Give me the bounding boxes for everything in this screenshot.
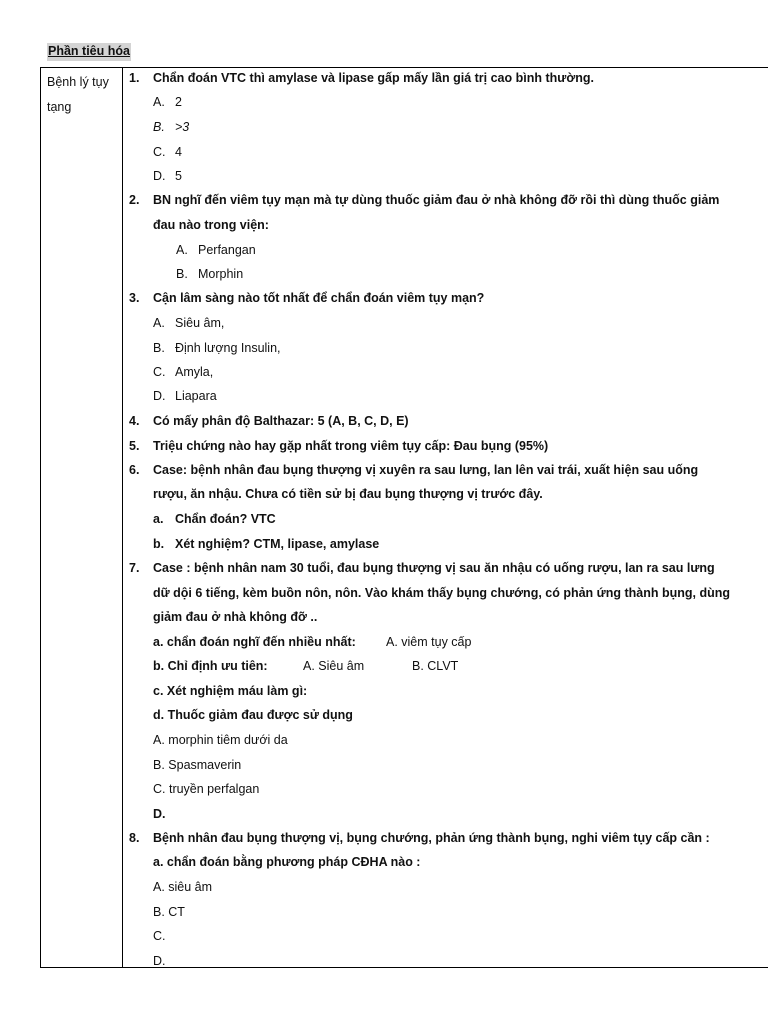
page-heading: Phần tiêu hóa	[47, 43, 131, 61]
sub-question-a: a. chẩn đoán bằng phương pháp CĐHA nào :	[153, 855, 421, 869]
option: B. Spasmaverin	[153, 758, 242, 772]
option: A. Siêu âm,	[153, 316, 225, 330]
question-7: 7. Case : bệnh nhân nam 30 tuổi, đau bụng thượng vị sau ăn nhậu có uống rượu, lan ra sau lưng	[129, 561, 715, 575]
section-label-line2: tạng	[47, 99, 72, 114]
section-label-line1: Bệnh lý tụy	[47, 75, 109, 89]
sub-question-b-opt2: B. CLVT	[412, 659, 459, 673]
option: C. 4	[153, 145, 182, 159]
column-divider	[122, 68, 123, 967]
section-label	[47, 70, 119, 119]
option: b. Xét nghiệm? CTM, lipase, amylase	[153, 537, 380, 551]
option: C.	[153, 929, 166, 943]
question-1	[129, 69, 594, 87]
question-6-cont: rượu, ăn nhậu. Chưa có tiền sử bị đau bụng thượng vị trước đây.	[153, 487, 543, 501]
option: A. Perfangan	[176, 243, 256, 257]
option: D.	[153, 954, 166, 968]
option: B. Định lượng Insulin,	[153, 341, 281, 355]
question-3: 3. Cận lâm sàng nào tốt nhất để chẩn đoán viêm tụy mạn?	[129, 291, 485, 305]
sub-question-b: b. Chỉ định ưu tiên:	[153, 659, 268, 673]
question-6: 6. Case: bệnh nhân đau bụng thượng vị xuyên ra sau lưng, lan lên vai trái, xuất hiện sau uống	[129, 463, 699, 477]
option: a. Chẩn đoán? VTC	[153, 512, 276, 526]
question-number: 1.	[129, 71, 140, 85]
option: D. Liapara	[153, 389, 217, 403]
question-2: 2. BN nghĩ đến viêm tụy mạn mà tự dùng thuốc giảm đau ở nhà không đỡ rồi thì dùng thuốc giảm	[129, 193, 720, 207]
sub-question-a-answer: A. viêm tụy cấp	[386, 635, 472, 649]
option: B. CT	[153, 905, 185, 919]
question-5: 5. Triệu chứng nào hay gặp nhất trong viêm tụy cấp: Đau bụng (95%)	[129, 439, 549, 453]
option: C. truyền perfalgan	[153, 782, 260, 796]
option: A. siêu âm	[153, 880, 213, 894]
question-8: 8. Bệnh nhân đau bụng thượng vị, bụng chướng, phản ứng thành bụng, nghi viêm tụy cấp cần :	[129, 831, 710, 845]
question-7-cont: giảm đau ở nhà không đỡ ..	[153, 610, 318, 624]
option: C. Amyla,	[153, 365, 214, 379]
option: B. >3	[153, 120, 190, 134]
option: D. 5	[153, 169, 182, 183]
sub-question-a: a. chẩn đoán nghĩ đến nhiều nhất:	[153, 635, 356, 649]
sub-question-d: d. Thuốc giảm đau được sử dụng	[153, 708, 353, 722]
sub-question-b-opt1: A. Siêu âm	[303, 659, 365, 673]
sub-question-c: c. Xét nghiệm máu làm gì:	[153, 684, 308, 698]
question-4: 4. Có mấy phân độ Balthazar: 5 (A, B, C, D, E)	[129, 414, 409, 428]
option: A. morphin tiêm dưới da	[153, 733, 288, 747]
option: B. Morphin	[176, 267, 244, 281]
option: A. 2	[153, 95, 182, 109]
question-7-cont: dữ dội 6 tiếng, kèm buồn nôn, nôn. Vào khám thấy bụng chướng, có phản ứng thành bụng, dùng	[153, 586, 730, 600]
question-text: Chẩn đoán VTC thì amylase và lipase gấp mấy lần giá trị cao bình thường.	[153, 71, 594, 85]
question-2-cont: đau nào trong viện:	[153, 218, 269, 232]
option: D.	[153, 807, 166, 821]
question-table	[40, 67, 768, 968]
